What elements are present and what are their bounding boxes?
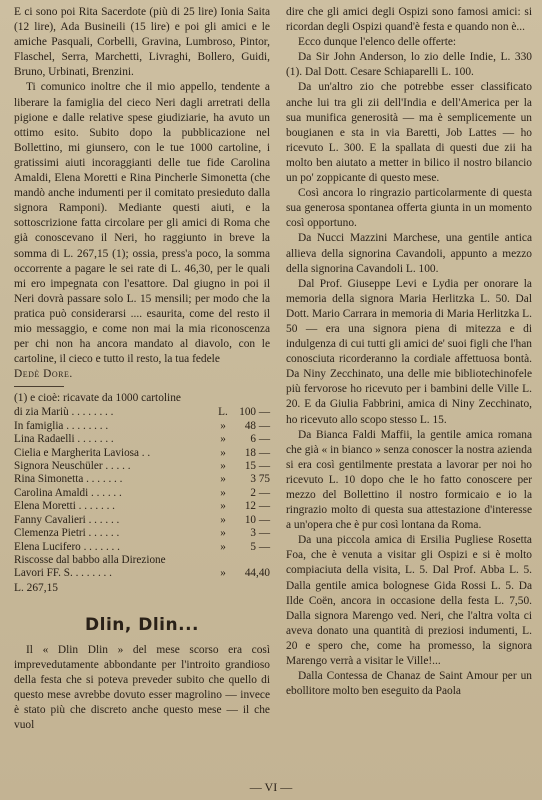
footnote-currency: » (220, 527, 226, 540)
footnote-currency: » (220, 433, 226, 446)
footnote-name: Elena Lucifero . . . . . . . (14, 540, 120, 553)
paragraph-r5: Così ancora lo ringrazio particolarmente di questa sua generosa spontanea offerta giunta in un momento così opportuno. (286, 187, 532, 230)
footnote-name: Elena Moretti . . . . . . . (14, 500, 115, 513)
paragraph-r10: Dalla Contessa de Chanaz de Saint Amour per un ebollitore molto ben eseguito da Paola (286, 670, 532, 698)
footnote-currency: » (220, 446, 226, 459)
footnote-amount: 15 — (244, 460, 270, 473)
footnote-currency: » (220, 473, 226, 486)
footnote-name: In famiglia . . . . . . . . (14, 419, 109, 432)
section-headline: Dlin, Dlin... (85, 614, 199, 635)
paragraph-r3: Da Sir John Anderson, lo zio delle Indie, L. 330 (1). Dal Dott. Cesare Schiaparelli L. 100. (286, 51, 532, 79)
footnote-amount: 48 — (244, 419, 270, 432)
footnote-currency: » (220, 486, 226, 499)
footnote-currency (214, 554, 232, 567)
paragraph-r4: Da un'altro zio che potrebbe esser classificato anche lui tra gli zii dell'India e dell'America per la sua munifica generosità — ma è semplicemente un bougianen e sta in via Baretti, Job Lattes — ho ricevuto L. 300. E la spallata di questi due zii ha molto ben aiutato a metter in bilico il nostro bilancio un po' zoppicante di questo mese. (286, 81, 532, 185)
footnote-amount: 100 — (239, 406, 270, 419)
left-column (14, 5, 270, 733)
paragraph-dlin-intro: Il « Dlin Dlin » del mese scorso era così imprevedutamente abbondante per l'introito grandioso della festa che si poteva preveder subito che quello di questo mese avrebbe dovuto esser magrolino — invece è stato più che discreto anche questo mese — il che vuol (14, 643, 270, 732)
footnote-amount (232, 554, 270, 567)
footnote-amount: 3 — (250, 527, 270, 540)
footnote-row (14, 567, 270, 580)
paragraph-r8: Da Bianca Faldi Maffii, la gentile amica romana che già « in bianco » senza conoscer la nostra azienda si era così gentilmente prestata a lavorar per noi ho ricevuto L. 10 dopo che le ho fatto conoscere per mezzo del Bollettino il nostro formicaio e io la ringrazio molto di questa sua attestazione d'interesse a un'opera che è pur così lontana da Roma. (286, 428, 532, 532)
footnote-currency: » (220, 540, 226, 553)
footnote-row (14, 420, 270, 433)
footnote-row (14, 514, 270, 527)
paragraph-donors: E ci sono poi Rita Sacerdote (più di 25 lire) Ionia Saita (12 lire), Ada Busineili (15 lire) e poi gli amici e le amiche Pasquali, Corbelli, Gravina, Lumbroso, Pintor, Flaschel, Serra, Marchetti, Livraghi, Bollero, Guidi, Bruno, Urbinati, Brenzini. (14, 6, 270, 79)
paragraph-r1: dire che gli amici degli Ospizi sono famosi amici: si ricordan degli Ospizi quand'è festa e quando non è... (286, 6, 532, 34)
footnote-amount: 12 — (244, 500, 270, 513)
footnote-row (14, 460, 270, 473)
footnote-name: Fanny Cavalieri . . . . . . (14, 513, 120, 526)
footnote-name: di zia Mariù . . . . . . . . (14, 406, 114, 419)
footnote-row (14, 500, 270, 513)
footnote-divider (14, 386, 64, 387)
paragraph-neri-appeal: Ti comunico inoltre che il mio appello, tendente a liberare la famiglia del cieco Neri dagli arretrati della pigione e dalle relative spese giudiziarie, ha avuto un ottimo esito. Subito dopo la pubblicazione nel Bollettino, mi giunsero, con le tue 1000 cartoline, i gratissimi aiuti incoraggianti delle tue fide Carolina Amaldi, Elena Moretti e Rina Pincherle Simonetta (che mandò anche indumenti per il comitato presieduto dalla signora Ramponi). Mediante questi aiuti, e la sottoscrizione fatta circolare per gli amici di Roma che già conoscevano il Neri, ho raggiunto in breve la somma di L. 267,15 (1); ossia, press'a poco, la somma occorrente a pagare le sei rate di L. 46,30, per le quali mi ero impegnata con l'esattore. Dal giugno in poi il Neri dovrà passare solo L. 15 mensili; per modo che la pratica può considerarsi .... esaurita, come del resto il mio messaggio, e come non mai la mia riconoscenza per chi non ha ancora mandato al diavolo, con le cartoline, il cieco e tutto il resto, la tua fedele (14, 81, 270, 366)
footnote-row (14, 473, 270, 486)
footnote-currency: » (220, 567, 226, 580)
footnote-currency: » (220, 419, 226, 432)
footnote-name: Riscosse dal babbo alla Direzione (14, 553, 166, 566)
footnote-amount: 5 — (250, 540, 270, 553)
footnote-row (14, 433, 270, 446)
footnote-row (14, 406, 270, 419)
footnote-amount: 10 — (244, 513, 270, 526)
paragraph-r6: Da Nucci Mazzini Marchese, una gentile antica allieva della signorina Cavandoli, appunto a mezzo della signorina Cavandoli L. 100. (286, 232, 532, 275)
footnote-row (14, 487, 270, 500)
footnote-currency: » (220, 513, 226, 526)
footnote-name: Signora Neuschüler . . . . . (14, 460, 131, 473)
footnote-total: L. 267,15 (14, 581, 58, 594)
footnote-heading: (1) e cioè: ricavate da 1000 cartoline (14, 392, 181, 405)
paragraph-r2: Ecco dunque l'elenco delle offerte: (298, 36, 457, 49)
footnote-name: Carolina Amaldi . . . . . . (14, 486, 122, 499)
footnote-currency: L. (218, 406, 228, 419)
footnote-name: Clemenza Pietri . . . . . . (14, 527, 120, 540)
footnote-name: Lina Radaelli . . . . . . . (14, 433, 114, 446)
footnote-amount: 6 — (250, 433, 270, 446)
footnote-currency: » (220, 460, 226, 473)
footnote-row (14, 554, 270, 567)
footnote-name: Rina Simonetta . . . . . . . (14, 473, 123, 486)
footnote-amount: 3 75 (250, 473, 270, 486)
footnote-row (14, 541, 270, 554)
footnote-amount: 18 — (244, 446, 270, 459)
footnote-table (14, 406, 270, 580)
footnote-row (14, 527, 270, 540)
paragraph-r7: Dal Prof. Giuseppe Levi e Lydia per onorare la memoria della signora Maria Herlitzka L. 50. Dal Dott. Mario Carrara in memoria di Maria Herlitzka L. 50 — era una signora piena di mitezza e di indulgenza di cui tutti gli amici de' suoi figli che l'han conosciuta ricorderanno la cordiale affettuosa bontà. Da Niny Zecchinato, una delle mie bibliotechinofele più fervorose ho ricevuto per i bambini delle Ville L. 20. E da Giulia Fabbrini, amica di Niny Zecchinato, ho ricevuto allo scopo stesso L. 15. (286, 277, 532, 426)
footnote-name: Lavori FF. S. . . . . . . . (14, 567, 112, 580)
footnote-name: Cielia e Margherita Laviosa . . (14, 446, 151, 459)
paragraph-r9: Da una piccola amica di Ersilia Pugliese Rosetta Foa, che è venuta a visitar gli Ospizi e si è molto compiaciuta della visita, L. 5. Dal Prof. Abba L. 5. Dalla gentile amica bolognese Gida Rossi L. 5. Da Ilde Coën, ancora in occasione della festa L. 7,50. Dalla signora Marengo ved. Neri, che l'altra volta ci aveva donato una quantità di preziosi indumenti, L. 20 e spero che, come ha promesso, la signora Marengo verrà a visitar le Ville!... (286, 534, 532, 668)
footnote-row (14, 447, 270, 460)
footnote-amount: 44,40 (244, 567, 270, 580)
signature: Dedè Dore. (14, 368, 73, 381)
right-column (286, 5, 532, 699)
footnote-currency: » (220, 500, 226, 513)
footnote-amount: 2 — (250, 486, 270, 499)
page-number: — VI — (249, 780, 293, 794)
